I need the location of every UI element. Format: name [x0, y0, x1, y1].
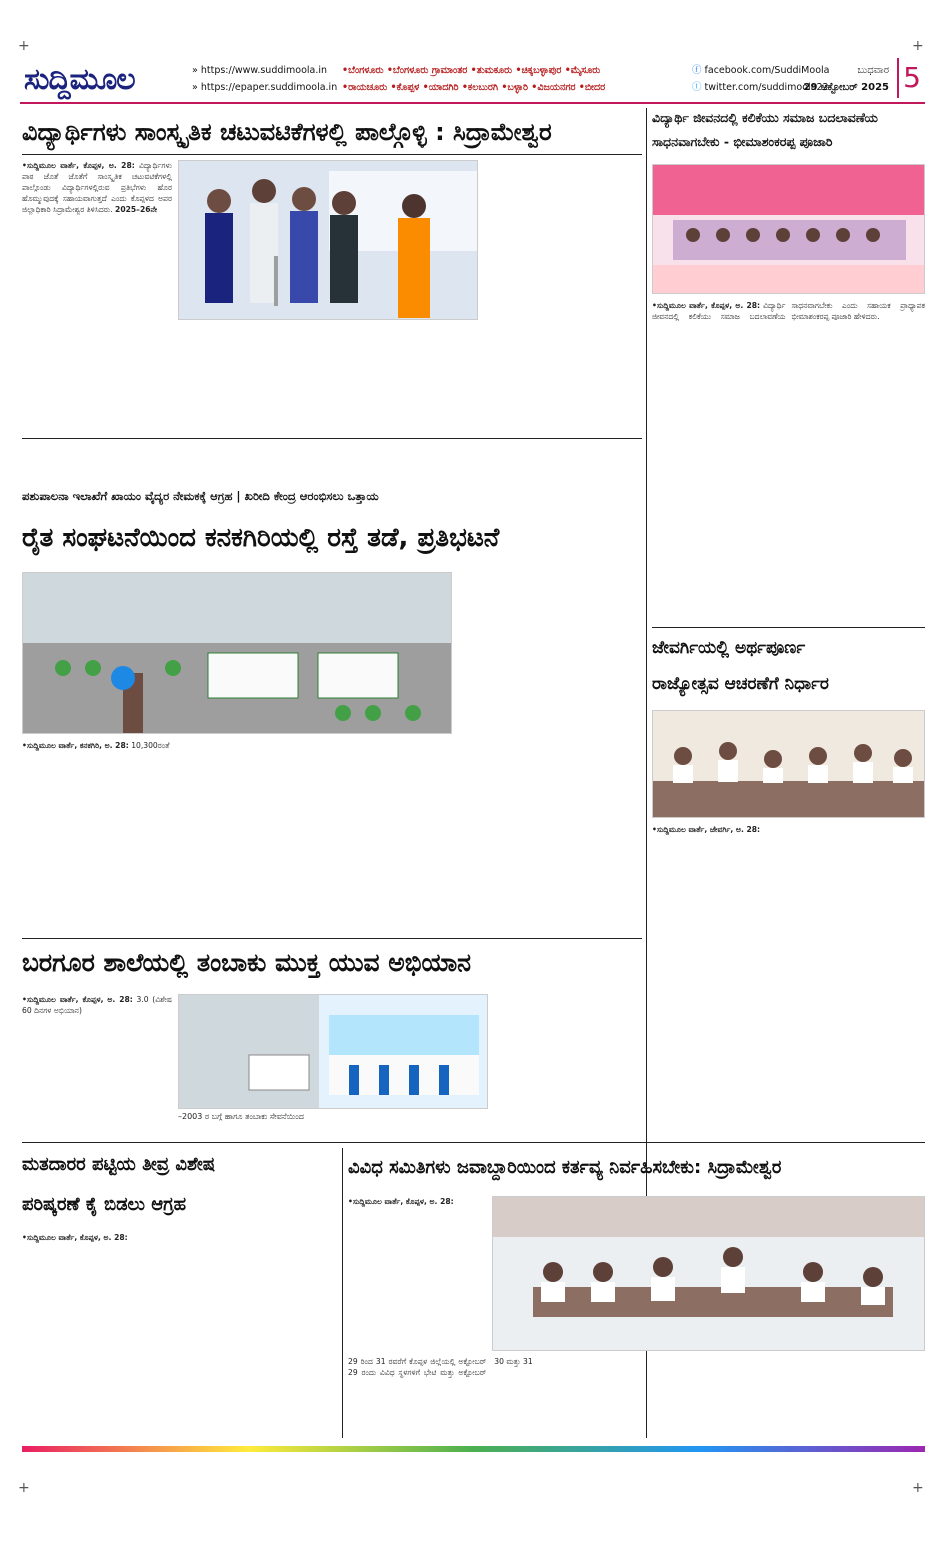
web-links	[192, 62, 337, 96]
dateline: •ಸುದ್ದಿಮೂಲ ವಾರ್ತೆ, ಕನಕಗಿರಿ, ಅ. 28:	[22, 741, 129, 750]
crop-mark: +	[912, 1480, 924, 1496]
dateline: •ಸುದ್ದಿಮೂಲ ವಾರ್ತೆ, ಕೊಪ್ಪಳ, ಅ. 28:	[652, 301, 761, 310]
story7-dates: 29 ರಿಂದ 31 ರವರೆಗೆ ಕೊಪ್ಪಳ ಜಿಲ್ಲೆಯಲ್ಲಿ	[348, 1357, 456, 1366]
twitter-link[interactable]: twitter.com/suddimoola22	[704, 82, 829, 93]
dateline: •ಸುದ್ದಿಮೂಲ ವಾರ್ತೆ, ಜೇವರ್ಗಿ, ಅ. 28:	[652, 825, 761, 834]
date-block	[801, 62, 889, 96]
story3-body	[22, 740, 642, 935]
facebook-link[interactable]: facebook.com/SuddiMoola	[704, 65, 830, 76]
story3-headline: ರೈತ ಸಂಘಟನೆಯಿಂದ ಕನಕಗಿರಿಯಲ್ಲಿ ರಸ್ತೆ ತಡೆ, ಪ್ರತಿಭಟನೆ	[22, 523, 500, 553]
story5-headline: ಬರಗೂರ ಶಾಲೆಯಲ್ಲಿ ತಂಬಾಕು ಮುಕ್ತ ಯುವ ಅಭಿಯಾನ	[22, 948, 472, 977]
divider	[22, 438, 642, 439]
story4-photo	[652, 710, 925, 818]
committee-meeting-image	[493, 1197, 925, 1351]
story1-body	[22, 160, 172, 430]
epaper-link[interactable]: https://epaper.suddimoola.in	[200, 82, 338, 93]
district-line: •ರಾಯಚೂರು •ಕೊಪ್ಪಳ •ಯಾದಗಿರಿ •ಕಲಬುರಗಿ •ಬಳ್ಳಾರಿ •ವಿಜಯನಗರ •ಬೀದರ	[342, 82, 606, 93]
website-link[interactable]: https://www.suddimoola.in	[200, 65, 328, 76]
story5-caption: –2003 ರ ಬಗ್ಗೆ ಹಾಗೂ ತಂಬಾಕು ಸೇವನೆಯಿಂದ	[178, 1112, 304, 1121]
story5-col-right	[494, 994, 642, 1134]
story6-headline-1: ಮತದಾರರ ಪಟ್ಟಿಯ ತೀವ್ರ ವಿಶೇಷ	[22, 1154, 216, 1175]
story2-body	[652, 300, 925, 625]
story5-photo	[178, 994, 488, 1109]
issue-date: 29 ಅಕ್ಟೋಬರ್ 2025	[803, 82, 889, 93]
district-list	[342, 62, 682, 96]
story1-year: 2025–26ನೇ	[115, 205, 158, 214]
page-number: 5	[897, 58, 925, 98]
story6-body	[22, 1232, 338, 1442]
story4-headline-1: ಜೇವರ್ಗಿಯಲ್ಲಿ ಅರ್ಥಪೂರ್ಣ	[652, 638, 806, 658]
story7-dates3: ಭೇಟಿ ಮತ್ತು ಅಕ್ಟೋಬರ್ 30 ಮತ್ತು 31	[423, 1357, 533, 1377]
district-line: •ಬೆಂಗಳೂರು •ಬೆಂಗಳೂರು ಗ್ರಾಮಾಂತರ •ತುಮಕೂರು •ಚಿಕ್ಕಬಳ್ಳಾಪುರ •ಮೈಸೂರು	[342, 65, 601, 76]
stage-event-image	[653, 165, 925, 294]
story5-body	[22, 994, 172, 1134]
school-campaign-image	[179, 995, 488, 1109]
story7-dates2: ಅಕ್ಟೋಬರ್ 29 ರಂದು ವಿವಿಧ ಸ್ಥಳಗಳಿಗೆ	[348, 1357, 487, 1377]
crop-mark: +	[18, 38, 30, 54]
story1-col-lower	[178, 326, 642, 430]
story3-kicker: ಪಶುಪಾಲನಾ ಇಲಾಖೆಗೆ ಖಾಯಂ ವೈದ್ಯರ ನೇಮಕಕ್ಕೆ ಆಗ್ರಹ | ಖರೀದಿ ಕೇಂದ್ರ ಆರಂಭಿಸಲು ಒತ್ತಾಯ	[22, 489, 379, 503]
link-icon: »	[192, 65, 201, 76]
story2-photo	[652, 164, 925, 294]
masthead	[20, 58, 925, 104]
divider	[22, 154, 642, 155]
dateline: •ಸುದ್ದಿಮೂಲ ವಾರ್ತೆ, ಕೊಪ್ಪಳ, ಅ. 28:	[22, 161, 135, 170]
story3-col-right	[458, 572, 642, 734]
story1-headline: ವಿದ್ಯಾರ್ಥಿಗಳು ಸಾಂಸ್ಕೃತಿಕ ಚಟುವಟಿಕೆಗಳಲ್ಲಿ ಪಾಲ್ಗೊಳ್ಳಿ : ಸಿದ್ರಾಮೇಶ್ವರ	[22, 118, 552, 146]
divider	[652, 627, 925, 628]
link-icon: »	[192, 82, 201, 93]
story1-photo	[178, 160, 478, 320]
story7-headline: ವಿವಿಧ ಸಮಿತಿಗಳು ಜವಾಬ್ದಾರಿಯಿಂದ ಕರ್ತವ್ಯ ನಿರ್ವಹಿಸಬೇಕು: ಸಿದ್ರಾಮೇಶ್ವರ	[348, 1157, 782, 1178]
story4-body	[652, 824, 925, 1154]
divider	[22, 1142, 925, 1143]
story7-photo	[492, 1196, 925, 1351]
story2-headline-1: ವಿದ್ಯಾರ್ಥಿ ಜೀವನದಲ್ಲಿ ಕಲಿಕೆಯು ಸಮಾಜ ಬದಲಾವಣೆಯ	[652, 110, 878, 125]
weekday: ಬುಧವಾರ	[857, 65, 889, 76]
crop-mark: +	[18, 1480, 30, 1496]
meeting-image	[653, 711, 925, 818]
story3-figures: 10,300ರಂತೆ	[131, 741, 170, 750]
story7-body-lower	[348, 1356, 925, 1442]
dateline: •ಸುದ್ದಿಮೂಲ ವಾರ್ತೆ, ಕೊಪ್ಪಳ, ಅ. 28:	[348, 1197, 454, 1206]
story3-photo	[22, 572, 452, 734]
crop-mark: +	[912, 38, 924, 54]
story2-lead: ವಿದ್ಯಾರ್ಥಿ ಜೀವನದಲ್ಲಿ ಕಲಿಕೆಯು ಸಮಾಜ ಬದಲಾವಣೆಯ ಸಾಧನವಾಗಬೇಕು ಎಂದು ಸಹಾಯಕ ಪ್ರಾಧ್ಯಾಪಕ ಭೀಮಾಶಂಕರಪ್ಪ ಪೂಜಾರಿ ಹೇಳಿದರು.	[652, 301, 925, 321]
people-lighting-lamp-image	[179, 161, 478, 320]
column-divider	[342, 1148, 343, 1438]
story5-campaign: 3.0 (ವಿಶೇಷ 60 ದಿನಗಳ ಅಭಿಯಾನ)	[22, 995, 172, 1015]
story4-headline-2: ರಾಜ್ಯೋತ್ಸವ ಆಚರಣೆಗೆ ನಿರ್ಧಾರ	[652, 674, 829, 694]
facebook-icon: ⓕ	[692, 65, 705, 76]
story2-headline-2: ಸಾಧನವಾಗಬೇಕು - ಭೀಮಾಶಂಕರಪ್ಪ ಪೂಜಾರಿ	[652, 134, 833, 149]
footer-color-bar	[22, 1446, 925, 1452]
story1-col3	[484, 160, 642, 320]
dateline: •ಸುದ್ದಿಮೂಲ ವಾರ್ತೆ, ಕೊಪ್ಪಳ, ಅ. 28:	[22, 995, 133, 1004]
story7-body	[348, 1196, 488, 1346]
farmers-protest-image	[23, 573, 452, 734]
story6-headline-2: ಪರಿಷ್ಕರಣೆ ಕೈ ಬಿಡಲು ಆಗ್ರಹ	[22, 1194, 187, 1215]
twitter-icon: ⓣ	[692, 82, 705, 93]
logo: ಸುದ್ದಿಮೂಲ	[24, 62, 135, 97]
divider	[22, 938, 642, 939]
story1-lead: ವಿದ್ಯಾರ್ಥಿಗಳು ಪಾಠ ಜೊತೆ ಜೊತೆಗೆ ಸಾಂಸ್ಕೃತಿಕ ಚಟುವಟಿಕೆಗಳಲ್ಲಿ ಪಾಲ್ಗೊಂಡು ವಿದ್ಯಾರ್ಥಿಗಳಲ್ಲಿರುವ ಪ್ರತಿಭೆಗಳು ಹೊರ ಹೊಮ್ಮುವುದಕ್ಕೆ ಸಹಾಯವಾಗುತ್ತದೆ ಎಂದು ಕೊಪ್ಪಳದ ಅಪರ ಜಿಲ್ಲಾಧಿಕಾರಿ ಸಿದ್ರಾಮೇಶ್ವರ ತಿಳಿಸಿದರು.	[22, 161, 172, 214]
dateline: •ಸುದ್ದಿಮೂಲ ವಾರ್ತೆ, ಕೊಪ್ಪಳ, ಅ. 28:	[22, 1233, 128, 1242]
